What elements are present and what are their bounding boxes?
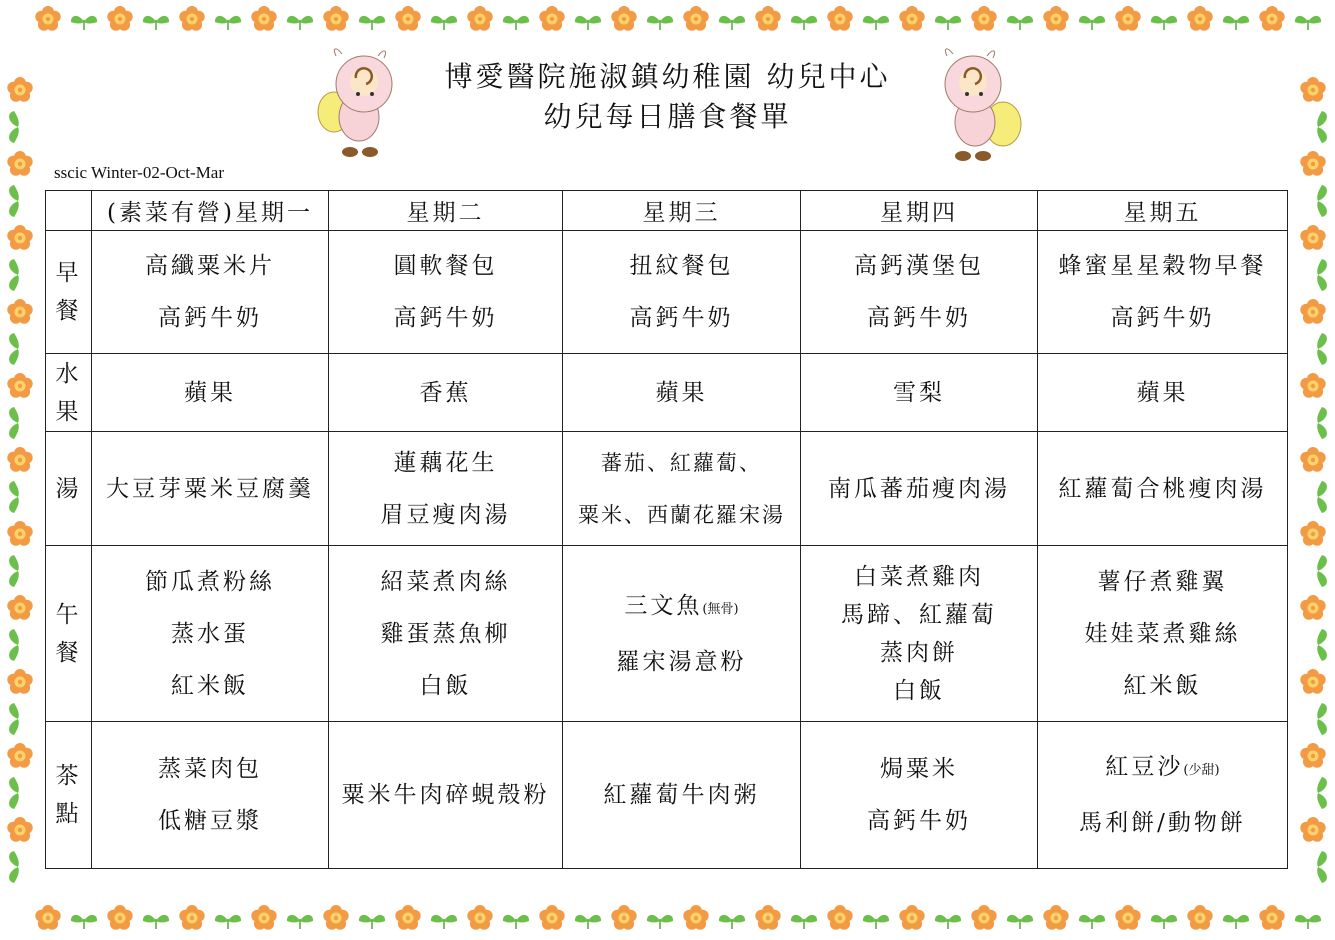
leaf-icon bbox=[1317, 555, 1327, 587]
leaf-icon bbox=[1317, 777, 1327, 809]
menu-cell: 雪梨 bbox=[801, 354, 1038, 432]
flower-icon bbox=[179, 6, 204, 31]
sprout-icon bbox=[1007, 915, 1033, 929]
leaf-icon bbox=[1317, 407, 1327, 439]
flower-icon bbox=[1187, 905, 1212, 930]
flower-icon bbox=[323, 6, 348, 31]
flower-icon bbox=[395, 905, 420, 930]
menu-cell: 節瓜煮粉絲 蒸水蛋 紅米飯 bbox=[92, 546, 329, 722]
sprout-icon bbox=[935, 16, 961, 30]
sprout-icon bbox=[575, 915, 601, 929]
leaf-icon bbox=[1317, 259, 1327, 291]
corner-cell bbox=[46, 191, 92, 231]
sprout-icon bbox=[71, 16, 97, 30]
menu-cell: 蒸菜肉包 低糖豆漿 bbox=[92, 722, 329, 869]
flower-icon bbox=[7, 743, 32, 768]
leaf-icon bbox=[9, 185, 19, 217]
flower-icon bbox=[7, 299, 32, 324]
flower-icon bbox=[827, 905, 852, 930]
flower-icon bbox=[179, 905, 204, 930]
leaf-icon bbox=[9, 407, 19, 439]
sprout-icon bbox=[791, 16, 817, 30]
sprout-icon bbox=[431, 16, 457, 30]
column-header-tuesday: 星期二 bbox=[329, 191, 563, 231]
sprout-icon bbox=[1295, 16, 1321, 30]
leaf-icon bbox=[1317, 481, 1327, 513]
flower-icon bbox=[7, 521, 32, 546]
menu-cell: 蘋果 bbox=[563, 354, 801, 432]
leaf-icon bbox=[1317, 333, 1327, 365]
flower-icon bbox=[35, 6, 60, 31]
flower-icon bbox=[7, 595, 32, 620]
page-subtitle: 幼兒每日膳食餐單 bbox=[543, 100, 792, 133]
sprout-icon bbox=[575, 16, 601, 30]
sprout-icon bbox=[1007, 16, 1033, 30]
menu-cell: 紅蘿蔔牛肉粥 bbox=[563, 722, 801, 869]
menu-cell: 高鈣漢堡包 高鈣牛奶 bbox=[801, 231, 1038, 354]
boneless-note: (無骨) bbox=[702, 601, 739, 617]
flower-icon bbox=[7, 373, 32, 398]
menu-cell: 蜂蜜星星穀物早餐 高鈣牛奶 bbox=[1038, 231, 1288, 354]
flower-icon bbox=[611, 905, 636, 930]
flower-icon bbox=[107, 6, 132, 31]
flower-icon bbox=[467, 905, 492, 930]
sprout-icon bbox=[647, 16, 673, 30]
flower-icon bbox=[1043, 905, 1068, 930]
column-header-friday: 星期五 bbox=[1038, 191, 1288, 231]
weekly-menu-table bbox=[45, 190, 1288, 869]
flower-icon bbox=[7, 669, 32, 694]
flower-icon bbox=[827, 6, 852, 31]
flower-icon bbox=[1300, 817, 1325, 842]
sprout-icon bbox=[935, 915, 961, 929]
sprout-icon bbox=[503, 915, 529, 929]
flower-icon bbox=[1300, 447, 1325, 472]
flower-icon bbox=[1300, 595, 1325, 620]
page-title: 博愛醫院施淑鎮幼稚園 幼兒中心 bbox=[444, 60, 891, 93]
flower-icon bbox=[1300, 151, 1325, 176]
flower-icon bbox=[251, 6, 276, 31]
menu-cell: 紅豆沙(少甜) 馬利餅/動物餅 bbox=[1038, 722, 1288, 869]
menu-cell: 圓軟餐包 高鈣牛奶 bbox=[329, 231, 563, 354]
flower-icon bbox=[107, 905, 132, 930]
flower-icon bbox=[1259, 905, 1284, 930]
leaf-icon bbox=[9, 111, 19, 143]
leaf-icon bbox=[9, 333, 19, 365]
flower-icon bbox=[1043, 6, 1068, 31]
sprout-icon bbox=[215, 16, 241, 30]
sprout-icon bbox=[719, 16, 745, 30]
row-label-tea: 茶 點 bbox=[46, 722, 92, 869]
menu-cell: 白菜煮雞肉 馬蹄、紅蘿蔔 蒸肉餅 白飯 bbox=[801, 546, 1038, 722]
column-header-wednesday: 星期三 bbox=[563, 191, 801, 231]
menu-cell: 大豆芽粟米豆腐羹 bbox=[92, 432, 329, 546]
leaf-icon bbox=[9, 555, 19, 587]
flower-icon bbox=[971, 905, 996, 930]
leaf-icon bbox=[9, 703, 19, 735]
sprout-icon bbox=[1079, 16, 1105, 30]
menu-cell: 紹菜煮肉絲 雞蛋蒸魚柳 白飯 bbox=[329, 546, 563, 722]
flower-icon bbox=[1300, 299, 1325, 324]
menu-cell: 南瓜蕃茄瘦肉湯 bbox=[801, 432, 1038, 546]
sprout-icon bbox=[359, 16, 385, 30]
flower-icon bbox=[683, 905, 708, 930]
sprout-icon bbox=[863, 915, 889, 929]
flower-icon bbox=[323, 905, 348, 930]
flower-icon bbox=[611, 6, 636, 31]
sprout-icon bbox=[719, 915, 745, 929]
column-header-monday: (素菜有營)星期一 bbox=[92, 191, 329, 231]
leaf-icon bbox=[9, 851, 19, 883]
flower-icon bbox=[1259, 6, 1284, 31]
sprout-icon bbox=[1151, 915, 1177, 929]
table-row bbox=[46, 354, 1288, 432]
flower-icon bbox=[755, 905, 780, 930]
table-row bbox=[46, 722, 1288, 869]
flower-icon bbox=[539, 6, 564, 31]
leaf-icon bbox=[1317, 185, 1327, 217]
flower-icon bbox=[7, 77, 32, 102]
flower-icon bbox=[395, 6, 420, 31]
sprout-icon bbox=[287, 915, 313, 929]
table-row bbox=[46, 546, 1288, 722]
leaf-icon bbox=[1317, 111, 1327, 143]
row-label-lunch: 午 餐 bbox=[46, 546, 92, 722]
flower-icon bbox=[1115, 905, 1140, 930]
menu-cell: 蓮藕花生 眉豆瘦肉湯 bbox=[329, 432, 563, 546]
sprout-icon bbox=[143, 16, 169, 30]
flower-icon bbox=[1300, 669, 1325, 694]
flower-icon bbox=[7, 225, 32, 250]
flower-icon bbox=[1300, 743, 1325, 768]
sprout-icon bbox=[1079, 915, 1105, 929]
flower-icon bbox=[539, 905, 564, 930]
flower-icon bbox=[35, 905, 60, 930]
flower-icon bbox=[7, 447, 32, 472]
less-sugar-note: (少甜) bbox=[1183, 763, 1220, 778]
column-header-thursday: 星期四 bbox=[801, 191, 1038, 231]
sprout-icon bbox=[1223, 915, 1249, 929]
menu-cell: 蕃茄、紅蘿蔔、 粟米、西蘭花羅宋湯 bbox=[563, 432, 801, 546]
table-header-row bbox=[46, 191, 1288, 231]
flower-icon bbox=[1115, 6, 1140, 31]
menu-cell: 焗粟米 高鈣牛奶 bbox=[801, 722, 1038, 869]
leaf-icon bbox=[9, 777, 19, 809]
sprout-icon bbox=[71, 915, 97, 929]
table-row bbox=[46, 231, 1288, 354]
leaf-icon bbox=[9, 259, 19, 291]
flower-icon bbox=[899, 905, 924, 930]
menu-cell: 蘋果 bbox=[1038, 354, 1288, 432]
leaf-icon bbox=[9, 629, 19, 661]
menu-cell: 三文魚(無骨) 羅宋湯意粉 bbox=[563, 546, 801, 722]
flower-icon bbox=[1300, 77, 1325, 102]
flower-icon bbox=[7, 151, 32, 176]
leaf-icon bbox=[1317, 851, 1327, 883]
sprout-icon bbox=[431, 915, 457, 929]
menu-cell: 蘋果 bbox=[92, 354, 329, 432]
flower-icon bbox=[467, 6, 492, 31]
leaf-icon bbox=[9, 481, 19, 513]
flower-icon bbox=[755, 6, 780, 31]
leaf-icon bbox=[1317, 703, 1327, 735]
table-row bbox=[46, 432, 1288, 546]
menu-cell: 薯仔煮雞翼 娃娃菜煮雞絲 紅米飯 bbox=[1038, 546, 1288, 722]
flower-icon bbox=[1300, 225, 1325, 250]
flower-icon bbox=[1187, 6, 1212, 31]
flower-icon bbox=[683, 6, 708, 31]
sprout-icon bbox=[1295, 915, 1321, 929]
flower-icon bbox=[899, 6, 924, 31]
sprout-icon bbox=[215, 915, 241, 929]
menu-cell: 扭紋餐包 高鈣牛奶 bbox=[563, 231, 801, 354]
flower-icon bbox=[7, 817, 32, 842]
sprout-icon bbox=[143, 915, 169, 929]
menu-cell: 高纖粟米片 高鈣牛奶 bbox=[92, 231, 329, 354]
sprout-icon bbox=[287, 16, 313, 30]
menu-cell: 紅蘿蔔合桃瘦肉湯 bbox=[1038, 432, 1288, 546]
sprout-icon bbox=[863, 16, 889, 30]
flower-icon bbox=[1300, 521, 1325, 546]
menu-code-label: sscic Winter-02-Oct-Mar bbox=[54, 163, 225, 182]
menu-cell: 香蕉 bbox=[329, 354, 563, 432]
menu-cell: 粟米牛肉碎蜆殼粉 bbox=[329, 722, 563, 869]
flower-icon bbox=[971, 6, 996, 31]
sprout-icon bbox=[1223, 16, 1249, 30]
sprout-icon bbox=[647, 915, 673, 929]
flower-icon bbox=[251, 905, 276, 930]
leaf-icon bbox=[1317, 629, 1327, 661]
sprout-icon bbox=[791, 915, 817, 929]
sprout-icon bbox=[359, 915, 385, 929]
flower-icon bbox=[1300, 373, 1325, 398]
sprout-icon bbox=[1151, 16, 1177, 30]
row-label-soup: 湯 bbox=[46, 432, 92, 546]
row-label-fruit: 水 果 bbox=[46, 354, 92, 432]
row-label-breakfast: 早 餐 bbox=[46, 231, 92, 354]
sprout-icon bbox=[503, 16, 529, 30]
